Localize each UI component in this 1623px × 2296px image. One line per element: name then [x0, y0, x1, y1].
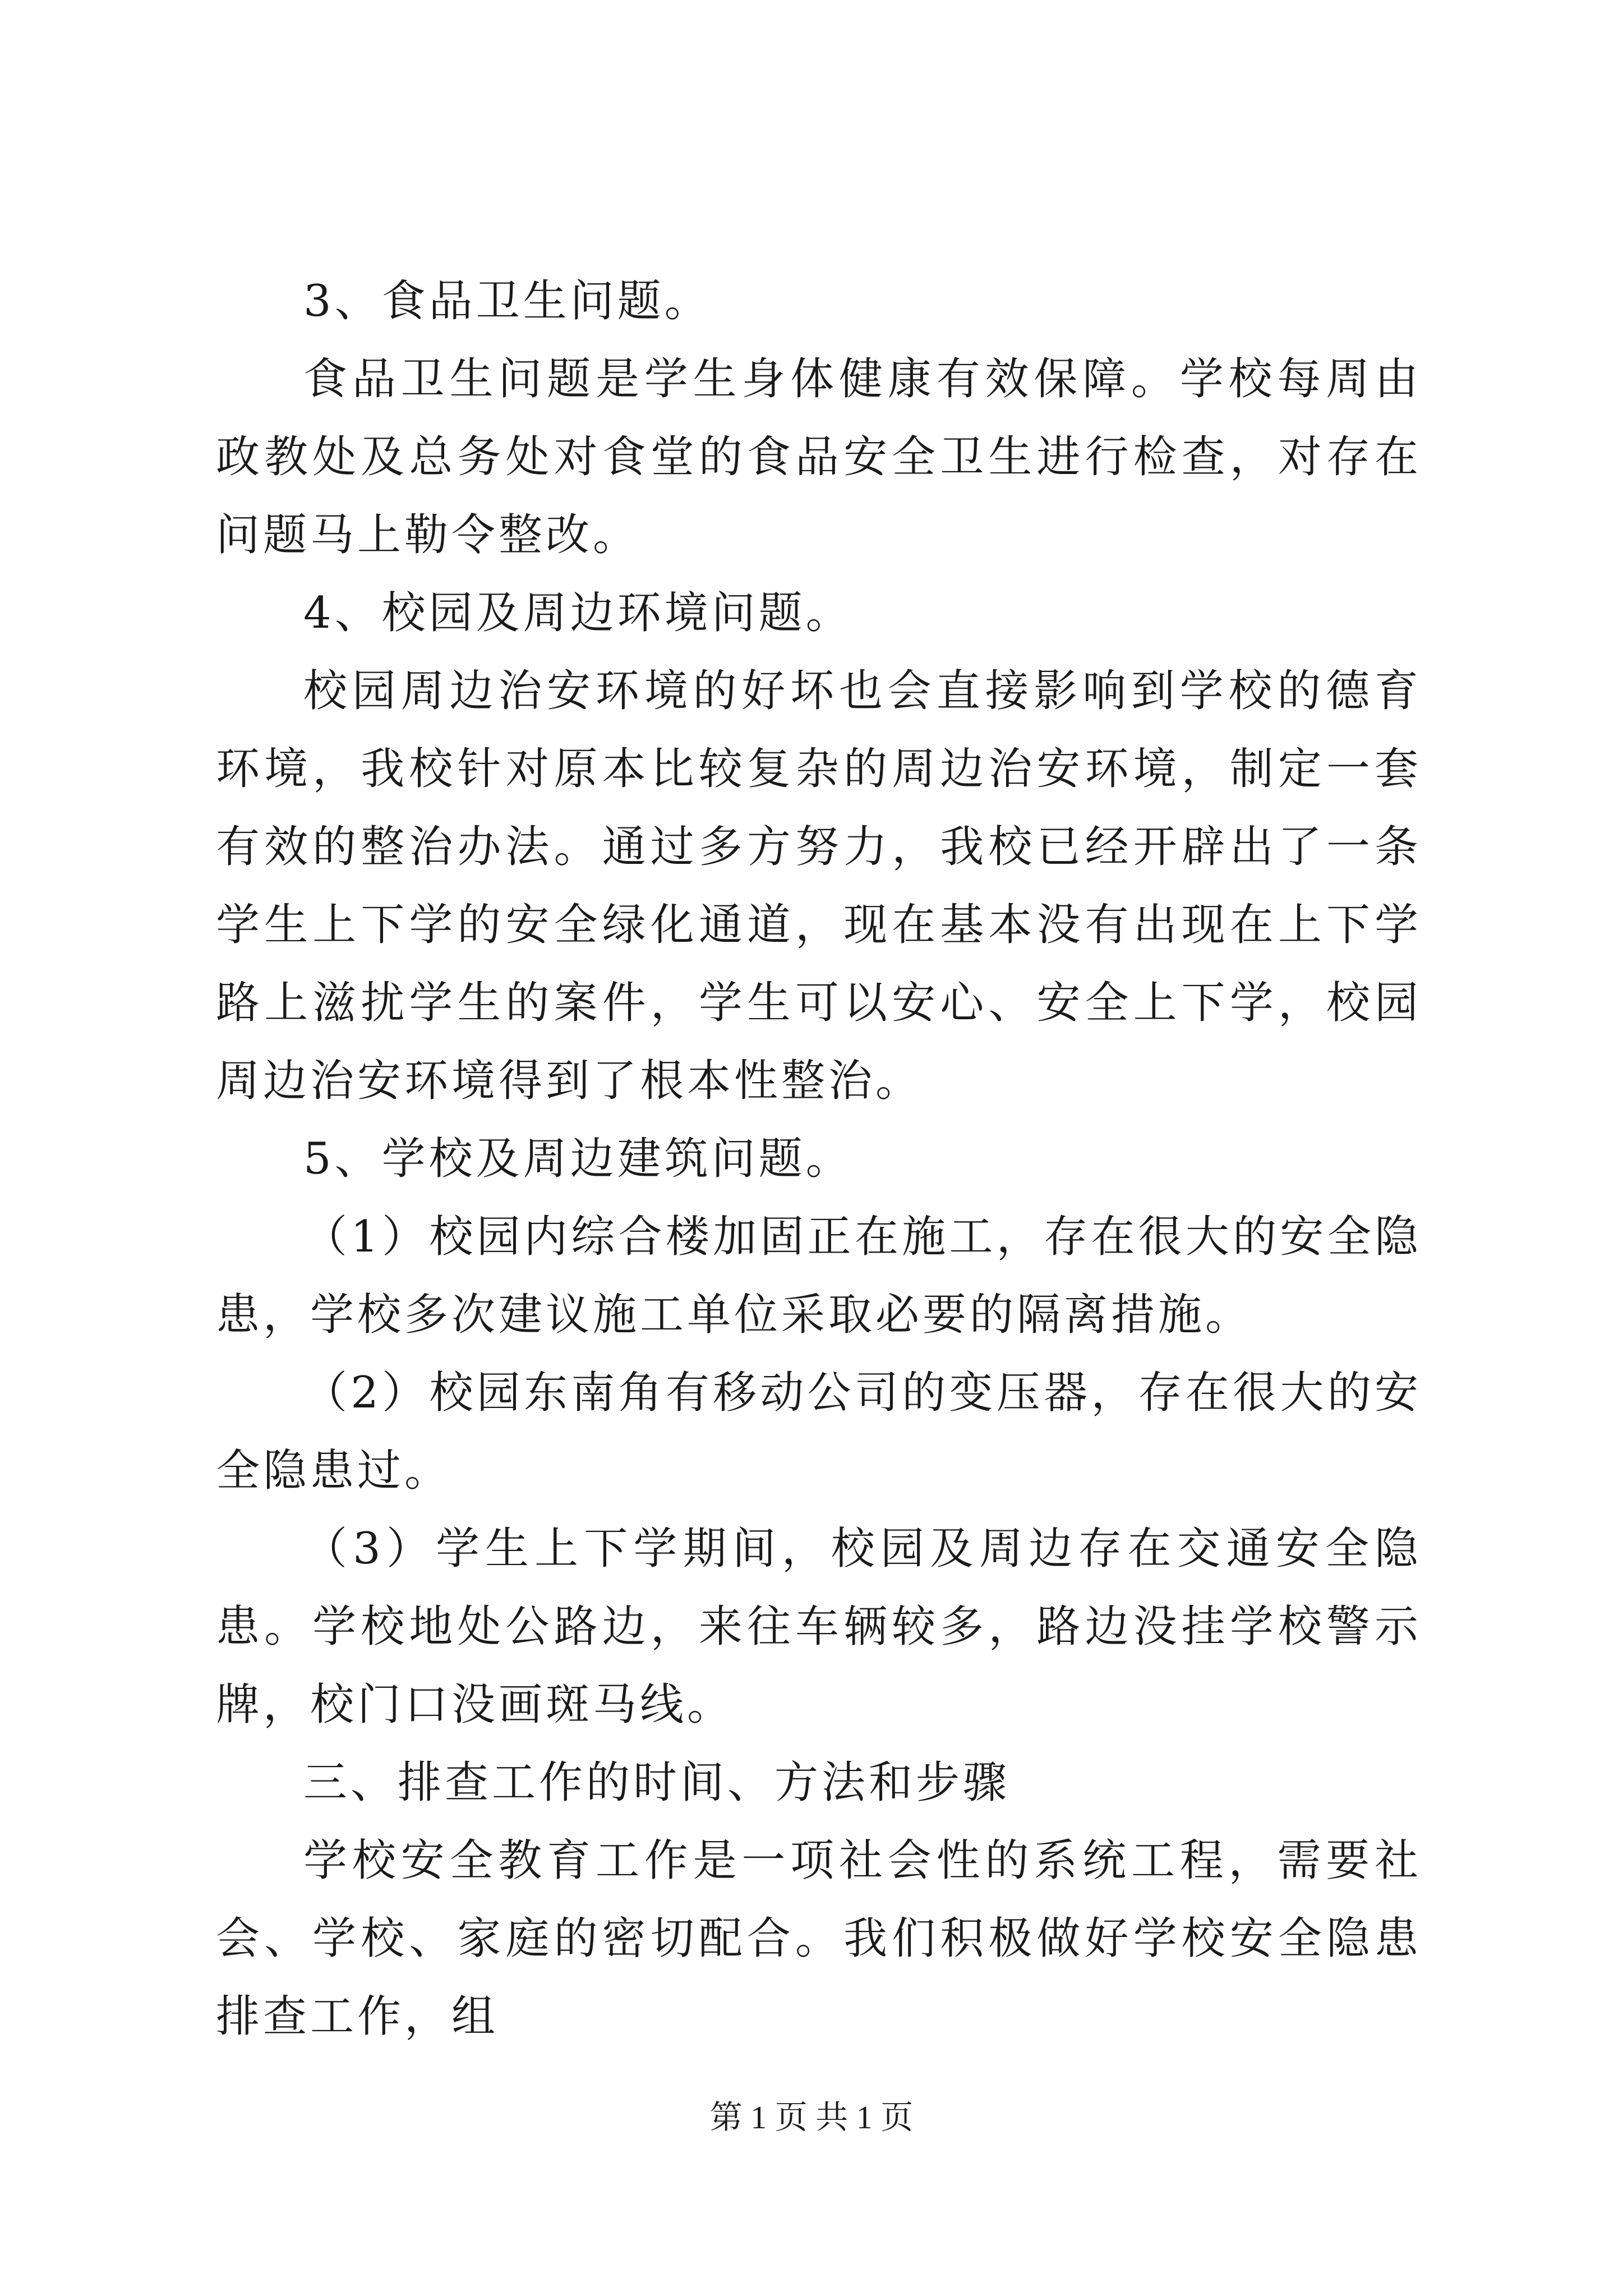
paragraph-food-hygiene: 食品卫生问题是学生身体健康有效保障。学校每周由政教处及总务处对食堂的食品安全卫生进行检查，对存在问题马上勒令整改。 — [216, 354, 1422, 560]
paragraph-campus-environment: 校园周边治安环境的好坏也会直接影响到学校的德育环境，我校针对原本比较复杂的周边治安环境，制定一套有效的整治办法。通过多方努力，我校已经开辟出了一条学生上下学的安全绿化通道，现在基本没有出现在上下学路上滋扰学生的案件，学生可以安心、安全上下学，校园周边治安环境得到了根本性整治。 — [216, 666, 1422, 1106]
paragraph-building-item-2: （2）校园东南角有移动公司的变压器，存在很大的安全隐患过。 — [216, 1368, 1422, 1496]
document-body — [216, 263, 1422, 2056]
page-footer: 第 1 页 共 1 页 — [709, 2099, 914, 2136]
paragraph-building-item-1: （1）校园内综合楼加固正在施工，存在很大的安全隐患，学校多次建议施工单位采取必要的隔离措施。 — [216, 1212, 1422, 1340]
section-heading-buildings: 5、学校及周边建筑问题。 — [303, 1134, 853, 1184]
section-heading-food-hygiene: 3、食品卫生问题。 — [303, 276, 712, 326]
paragraph-inspection-schedule: 学校安全教育工作是一项社会性的系统工程，需要社会、学校、家庭的密切配合。我们积极做好学校安全隐患排查工作，组 — [216, 1835, 1422, 2042]
section-heading-inspection-schedule: 三、排查工作的时间、方法和步骤 — [303, 1757, 1011, 1808]
paragraph-building-item-3: （3）学生上下学期间，校园及周边存在交通安全隐患。学校地处公路边，来往车辆较多，路边没挂学校警示牌，校门口没画斑马线。 — [216, 1524, 1422, 1730]
section-heading-campus-environment: 4、校园及周边环境问题。 — [303, 588, 853, 638]
